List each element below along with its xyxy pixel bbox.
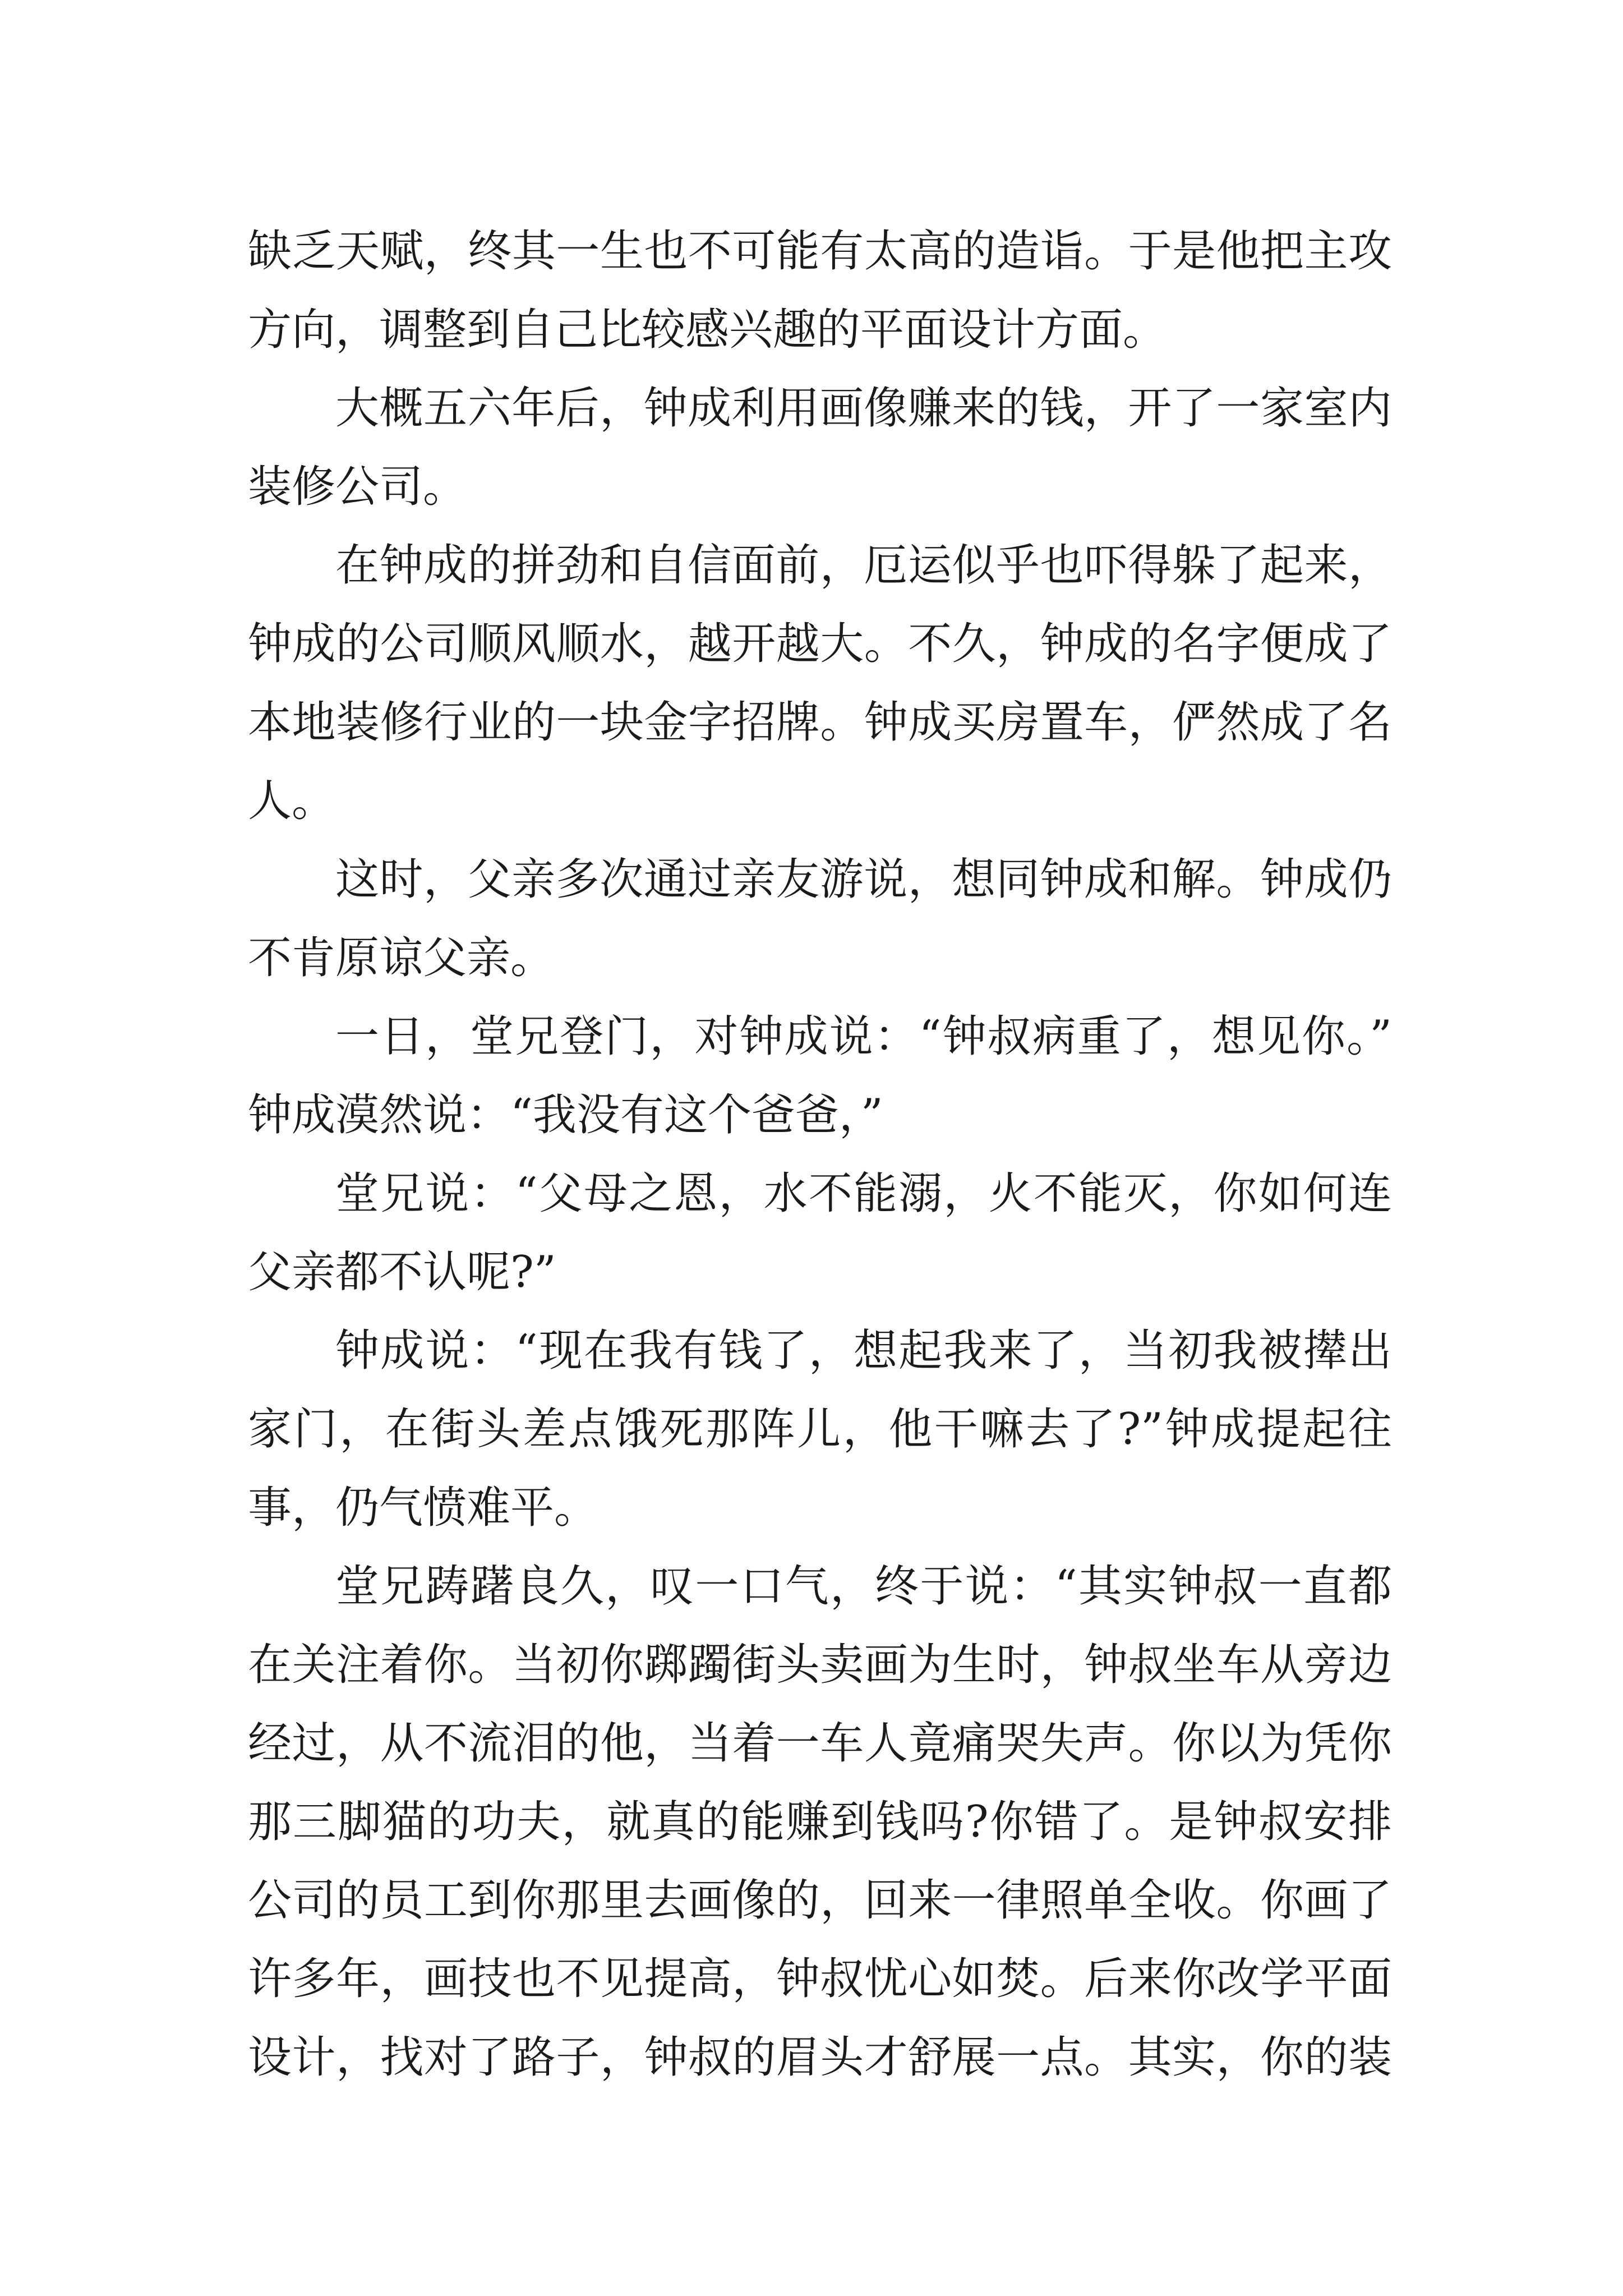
text-line: 公司的员工到你那里去画像的，回来一律照单全收。你画了 (248, 1875, 1392, 1926)
text-line: 事，仍气愤难平。 (248, 1483, 598, 1533)
text-line: 本地装修行业的一块金字招牌。钟成买房置车，俨然成了名 (248, 697, 1392, 748)
text-line: 经过，从不流泪的他，当着一车人竟痛哭失声。你以为凭你 (248, 1718, 1392, 1769)
text-line: 钟成说：“现在我有钱了，想起我来了，当初我被撵出 (335, 1326, 1392, 1376)
text-line: 许多年，画技也不见提高，钟叔忧心如焚。后来你改学平面 (248, 1954, 1392, 2004)
text-line: 父亲都不认呢?” (248, 1247, 556, 1297)
text-line: 在关注着你。当初你踯躅街头卖画为生时，钟叔坐车从旁边 (248, 1640, 1392, 1690)
text-line: 钟成漠然说：“我没有这个爸爸，” (248, 1090, 883, 1140)
text-line: 一日，堂兄登门，对钟成说：“钟叔病重了，想见你。” (335, 1011, 1392, 1062)
text-line: 在钟成的拼劲和自信面前，厄运似乎也吓得躲了起来， (335, 540, 1392, 591)
text-line: 那三脚猫的功夫，就真的能赚到钱吗?你错了。是钟叔安排 (248, 1797, 1392, 1847)
text-line: 缺乏天赋，终其一生也不可能有太高的造诣。于是他把主攻 (248, 226, 1392, 277)
text-line: 不肯原谅父亲。 (248, 933, 555, 983)
text-line: 人。 (248, 776, 336, 826)
text-line: 装修公司。 (248, 462, 467, 512)
text-line: 设计，找对了路子，钟叔的眉头才舒展一点。其实，你的装 (248, 2032, 1392, 2083)
text-line: 方向，调整到自己比较感兴趣的平面设计方面。 (248, 305, 1167, 355)
text-line: 钟成的公司顺风顺水，越开越大。不久，钟成的名字便成了 (248, 619, 1392, 669)
text-line: 大概五六年后，钟成利用画像赚来的钱，开了一家室内 (335, 383, 1392, 434)
body-text (248, 212, 1392, 2097)
text-line: 堂兄踌躇良久，叹一口气，终于说：“其实钟叔一直都 (335, 1561, 1392, 1612)
text-line: 这时，父亲多次通过亲友游说，想同钟成和解。钟成仍 (335, 854, 1392, 905)
text-line: 堂兄说：“父母之恩，水不能溺，火不能灭，你如何连 (335, 1168, 1392, 1219)
text-line: 家门，在街头差点饿死那阵儿，他干嘛去了?”钟成提起往 (248, 1404, 1392, 1455)
